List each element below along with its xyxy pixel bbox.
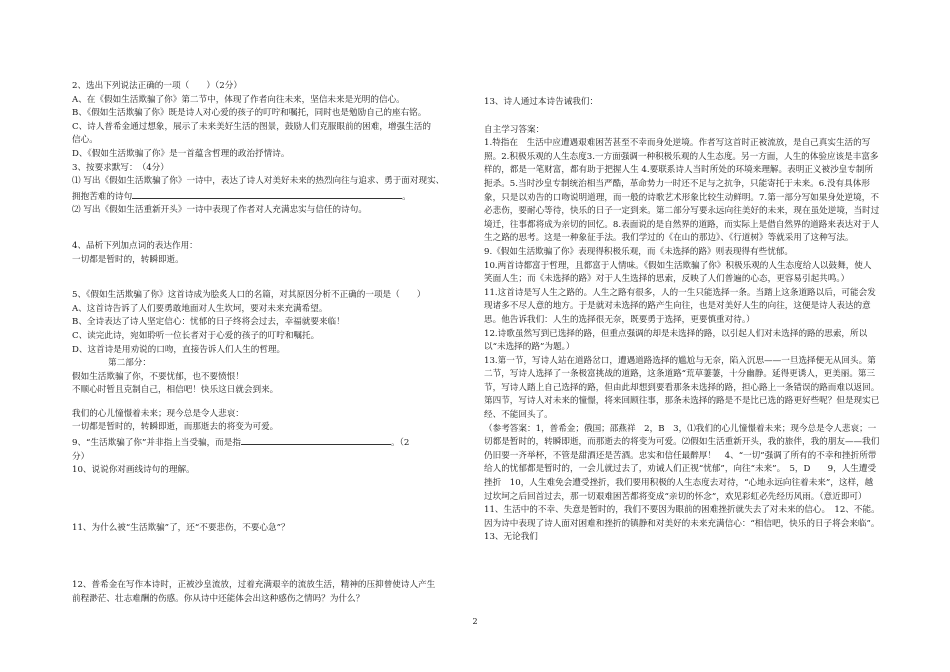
- answer-10: 10.两首诗都富于哲理，且都富于人情味。《假如生活欺骗了你》积极乐观的人生态度给人以鼓舞，使人笑面人生；而《未选择的路》对于人生选择的思索，反映了人们普遍的心态，更容易引起共鸣。）: [484, 260, 872, 285]
- q4-text: 一切都是暂时的，转瞬即逝。: [72, 254, 184, 265]
- q11: 11、为什么被“生活欺骗”了，还“不要悲伤，不要心急”？: [72, 522, 290, 533]
- q5-option-d: D、这首诗是用劝说的口吻，直接告诉人们人生的哲理。: [72, 344, 286, 355]
- q9-score-cont: 分）: [72, 451, 90, 462]
- q9: [72, 435, 462, 451]
- q2-option-c-cont: 信心。: [72, 135, 98, 146]
- left-column: [72, 80, 462, 607]
- q2-title: 2、选出下列说法正确的一项（ ）（2分）: [72, 81, 242, 91]
- q9-answer-blank[interactable]: [241, 435, 391, 445]
- answers-1-8: 1.特指在 生活中应遭遇艰难困苦甚至不幸而身处逆境。作者写这首时正被流放，是自己真实生活的写照。2.积极乐观的人生态度3.一方面强调一种积极乐观的人生态度。另一方面，人生的体验应该是丰富多样的，都是一笔财富，都有助于把握人生 4.要联系诗人当时所处的环境来理解。表明正义被沙皇专制所扼杀。5.当时沙皇专制统治相当严酷，革命势力一时还不足与之抗争，只能寄托于未来。6.没有具体形象，只是以劝告的口吻说明道理，而一般的诗歌艺术形象比较生动鲜明。7.第一部分写如果身处逆境，不必悲伤，要耐心等待，快乐的日子一定到来。第二部分写要永远向往美好的未来，现在虽处逆境，当时过境迁，往事都将成为亲切的回忆。8.表面说的是自然界的道路，而实际上是借自然界的道路来表达对于人生之路的思考。这是一种象征手法。我们学过的《在山的那边》、《行道树》等就采用了这种写法。: [484, 138, 880, 244]
- right-column: [484, 96, 884, 545]
- q3-line3: ⑵ 写出《假如生活重新开头》一诗中表现了作者对人充满忠实与信任的诗句。: [72, 205, 367, 216]
- q3-line2: 拥抱苦难的诗句 。: [72, 189, 462, 205]
- q3-line1: ⑴ 写出《假如生活欺骗了你》一诗中，表达了诗人对美好未来的热烈向往与追求、勇于面对现实、: [72, 176, 445, 187]
- answer-12: 12.诗歌虽然写到已选择的路，但重点强调的却是未选择的路，以引起人们对未选择的路的思索，所以以“未选择的路”为题。）: [484, 328, 868, 353]
- q2-option-d: D、《假如生活欺骗了你》是一首蕴含哲理的政治抒情诗。: [72, 148, 290, 159]
- poem-line-3: 我们的心儿憧憬着未来；现今总是令人悲哀：: [72, 408, 244, 419]
- q9-score: 。（2: [390, 438, 410, 449]
- poem-line-4: 一切都是暂时的，转瞬即逝，而那逝去的将变为可爱。: [72, 422, 279, 433]
- page-number: 2: [472, 617, 478, 626]
- poem-line-1: 假如生活欺骗了你，不要忧郁，也不要愤恨！: [72, 371, 244, 382]
- part2-heading: 第二部分：: [108, 358, 151, 369]
- answers-title: 自主学习答案：: [484, 124, 545, 135]
- q5-option-a: A、这首诗告诉了人们要勇敢地面对人生坎坷，要对未来充满希望。: [72, 303, 328, 314]
- q2-option-c: C、诗人普希金通过想象，展示了未来美好生活的图景，鼓励人们克服眼前的困难，增强生活的: [72, 121, 431, 132]
- q12-line1: 12、普希金在写作本诗时，正被沙皇流放，过着充满艰辛的流放生活，精神的压抑曾使诗人产生: [72, 580, 436, 591]
- q9-text: 9、“生活欺骗了你”并非指上当受骗，而是指: [72, 438, 241, 449]
- q10: 10、说说你对画线诗句的理解。: [72, 465, 195, 476]
- q3-title: 3、按要求默写： （4分）: [72, 162, 169, 173]
- q3-answer-blank[interactable]: [132, 189, 402, 199]
- q13: 13、诗人通过本诗告诫我们：: [484, 97, 599, 107]
- q2-option-b: B、《假如生活欺骗了你》既是诗人对心爱的孩子的叮咛和嘱托，同时也是勉励自己的座右铭。: [72, 108, 427, 119]
- q12-line2: 前程渺茫、壮志难酬的伤感。你从诗中还能体会出这种感伤之情吗？为什么？: [72, 594, 365, 605]
- q5-option-c: C、读完此诗，宛如聆听一位长者对于心爱的孩子的叮咛和嘱托。: [72, 330, 320, 341]
- answer-9: 9.《假如生活欺骗了你》表现得积极乐观，而《未选择的路》则表现得有些忧郁。: [484, 246, 793, 257]
- q2-option-a: A、在《假如生活欺骗了你》第二节中，体现了作者向往未来，坚信未来是光明的信心。: [72, 94, 405, 105]
- q5-option-b: B、全诗表达了诗人坚定信心：忧郁的日子终将会过去，幸福就要来临！: [72, 317, 345, 328]
- q3-line2-text: 拥抱苦难的诗句: [72, 191, 133, 202]
- poem-line-2: 不顺心时暂且克制自己，相信吧！快乐这日就会到来。: [72, 385, 279, 396]
- answer-11: 11.这首诗是写人生之路的。人生之路有很多，人的一生只能选择一条。当踏上这条道路以后，可能会发现诸多不尽人意的地方。于是就对未选择的路产生向往，也是对美好人生的向往，这便是诗人表达的意思。他告诉我们：人生的选择很无奈，既要勇于选择，更要慎重对待。）: [484, 287, 876, 325]
- answer-13: 13.第一节，写诗人站在道路岔口，遭遇道路选择的尴尬与无奈，陷入沉思——一旦选择便无从回头。第二节，写诗人选择了一条极富挑战的道路，这条道路“荒草萋萋，十分幽静。延得更诱人，更美丽。第三节，写诗人踏上自己选择的路，但由此却想到要看那条未选择的路，担心路上一条错误的路而难以返回。第四节，写诗人对未来的憧憬，将来回顾往事，那条未选择的路是不是比已选的路更好些呢？但是现实已经、不能回头了。: [484, 355, 880, 421]
- q4-title: 4、品析下列加点词的表达作用：: [72, 240, 198, 251]
- reference-answers: （参考答案：1，普希金；俄国；邵燕祥 2，B 3，⑴我们的心儿憧憬着未来；现今总是令人悲哀；一切都是暂时的，转瞬即逝，而那逝去的将变为可爱。⑵假如生活重新开头，我的旅伴，我的朋友——我们仍旧要一齐举杯，不管是甜酒还是苦酒。忠实和信任最醉厚！ 4、“一切”强调了所有的不幸和挫折所带给人的忧郁都是暂时的，一会儿就过去了，劝诫人们正视“忧郁”，向往“未来”。 5，D 9，人生遭受挫折 10，人生难免会遭受挫折，我们要用积极的人生态度去对待，“心地永远向往着未来”，这样，越过坎坷之后回首过去，那一切艰难困苦都将变成“亲切的怀念”，欢见彩虹必先经历风雨。（意近即可） 11、生活中的不幸、失意是暂时的，我们不要因为眼前的困难挫折就失去了对未来的信心。 12、不能。因为诗中表现了诗人面对困难和挫折的镇静和对美好的未来充满信心：“相信吧，快乐的日子将会来临”。 13、无论我们: [484, 423, 884, 543]
- q5-title: 5、《假如生活欺骗了你》这首诗成为脍炙人口的名篇，对其原因分析不正确的一项是（ ）: [72, 290, 426, 301]
